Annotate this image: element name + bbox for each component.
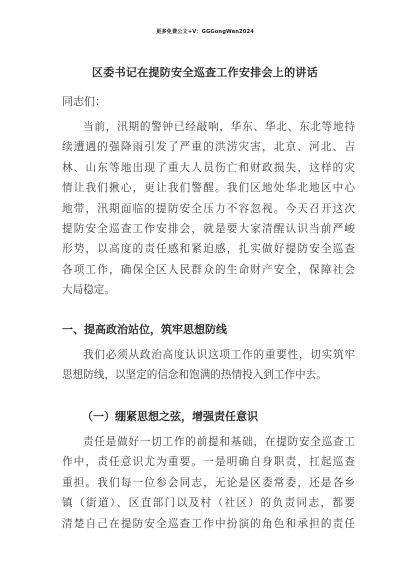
paragraph-line: 重担。我们每一位参会同志，无论是区委常委，还是各乡 xyxy=(62,476,355,489)
document-title: 区委书记在提防安全巡查工作安排会上的讲话 xyxy=(92,66,318,79)
paragraph-line: 清楚自己在提防安全巡查工作中扮演的角色和承担的责任 xyxy=(62,517,355,530)
paragraph-line: 大局稳定。 xyxy=(62,284,115,297)
salutation: 同志们： xyxy=(62,95,106,108)
paragraph-line: 当前，汛期的警钟已经敲响，华东、华北、东北等地持 xyxy=(83,121,355,133)
header-note: 更多免费公文+V：GGGongWen2024 xyxy=(156,29,254,35)
paragraph-line: 情让我们揪心，更让我们警醒。我们区地处华北地区中心 xyxy=(62,182,355,195)
paragraph-line: 提防安全巡查工作安排会，就是要大家清醒认识当前严峻 xyxy=(62,222,355,235)
section-heading-1: 一、提高政治站位，筑牢思想防线 xyxy=(62,323,227,336)
subsection-heading-1: （一）绷紧思想之弦，增强责任意识 xyxy=(82,410,258,423)
paragraph-line: 责任是做好一切工作的前提和基础，在提防安全巡查工 xyxy=(83,436,355,448)
paragraph-situation xyxy=(62,117,355,301)
paragraph-line: 续遭遇的强降雨引发了严重的洪涝灾害，北京、河北、吉 xyxy=(62,141,355,154)
paragraph-responsibility xyxy=(62,432,355,534)
paragraph-line: 林、山东等地出现了重大人员伤亡和财政损失，这样的灾 xyxy=(62,161,355,174)
paragraph-line: 我们必须从政治高度认识这项工作的重要性，切实筑牢 xyxy=(83,349,355,361)
paragraph-line: 各项工作，确保全区人民群众的生命财产安全，保障社会 xyxy=(62,263,355,276)
paragraph-line: 镇（街道）、区直部门以及村（社区）的负责同志，都要 xyxy=(62,497,355,510)
paragraph-line: 思想防线，以坚定的信念和饱满的热情投入到工作中去。 xyxy=(62,369,327,382)
paragraph-line: 地带，汛期面临的提防安全压力不容忽视。今天召开这次 xyxy=(62,202,355,215)
paragraph-line: 形势，以高度的责任感和紧迫感，扎实做好提防安全巡查 xyxy=(62,243,355,256)
paragraph-political xyxy=(62,345,355,386)
paragraph-line: 作中，责任意识尤为重要。一是明确自身职责，扛起巡查 xyxy=(62,456,355,469)
